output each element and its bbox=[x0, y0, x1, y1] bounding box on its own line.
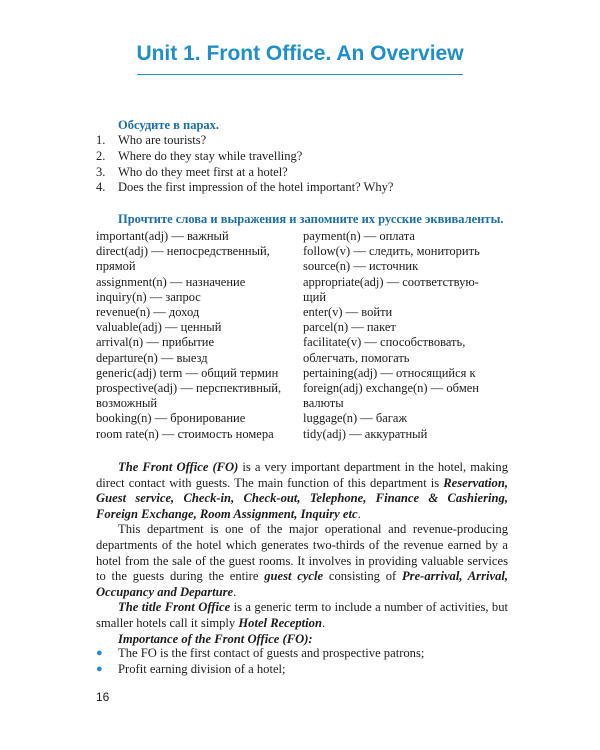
subheading: Importance of the Front Office (FO): bbox=[118, 631, 313, 646]
vocab-heading: Прочтите слова и выражения и запомните их русские эквиваленты. bbox=[118, 212, 504, 226]
vocab-item: prospective(adj) — перспективный, bbox=[96, 381, 282, 396]
vocab-item: departure(n) — выезд bbox=[96, 350, 208, 365]
vocab-item: valuable(adj) — ценный bbox=[96, 320, 222, 335]
question-item: 1. Who are tourists? bbox=[96, 133, 207, 147]
vocab-right-column bbox=[303, 229, 480, 442]
vocab-item: tidy(adj) — аккуратный bbox=[303, 426, 428, 441]
bullet-icon: ● bbox=[96, 647, 103, 659]
vocab-item: luggage(n) — багаж bbox=[303, 411, 408, 426]
paragraph: The title Front Office is a generic term to include a number of activities, but smaller hotels call it simply Hotel Reception. bbox=[96, 600, 509, 630]
vocab-left-column bbox=[96, 229, 281, 442]
title-underline bbox=[137, 74, 463, 75]
vocab-item: room rate(n) — стоимость номера bbox=[96, 426, 274, 441]
discussion-questions bbox=[96, 133, 393, 196]
vocab-item: revenue(n) — доход bbox=[96, 305, 200, 320]
vocab-item: appropriate(adj) — соответствую- bbox=[303, 274, 479, 289]
vocab-item: прямой bbox=[96, 259, 136, 274]
vocab-item: booking(n) — бронирование bbox=[96, 411, 246, 426]
vocab-item: generic(adj) term — общий термин bbox=[96, 365, 279, 380]
vocab-item: follow(v) — следить, мониторить bbox=[303, 244, 480, 259]
question-item: 2. Where do they stay while travelling? bbox=[96, 148, 303, 163]
page-number: 16 bbox=[96, 690, 110, 704]
page-title: Unit 1. Front Office. An Overview bbox=[136, 42, 464, 65]
vocab-item: parcel(n) — пакет bbox=[303, 320, 396, 335]
question-item: 4. Does the first impression of the hotel important? Why? bbox=[96, 180, 394, 195]
vocab-item: foreign(adj) exchange(n) — обмен bbox=[303, 381, 479, 396]
vocab-item: валюты bbox=[303, 396, 344, 411]
vocab-item: щий bbox=[303, 289, 327, 304]
discuss-heading: Обсудите в парах. bbox=[118, 118, 220, 132]
importance-list bbox=[96, 646, 424, 677]
bullet-icon: ● bbox=[96, 662, 103, 675]
list-item: ● The FO is the first contact of guests and prospective patrons; bbox=[96, 646, 425, 660]
vocab-item: enter(v) — войти bbox=[303, 305, 393, 320]
vocab-item: arrival(n) — прибытие bbox=[96, 335, 215, 350]
paragraph: This department is one of the major operational and revenue-producing departments of the hotel which generates two-thirds of the revenue earned by a hotel from the sale of the guest rooms. It involves in providing valuable services to the guests during the entire guest cycle consisting of Pre-arrival, Arrival, Occupancy and Departure. bbox=[96, 522, 509, 599]
paragraph: The Front Office (FO) is a very important department in the hotel, making direct contact with guests. The main function of this department is Reservation, Guest service, Check-in, Check-out, Telephone, Finance & Cashiering, Foreign Exchange, Room Assignment, Inquiry etc. bbox=[96, 460, 508, 521]
vocab-item: payment(n) — оплата bbox=[303, 229, 415, 243]
vocab-item: облегчать, помогать bbox=[303, 350, 410, 365]
vocab-item: direct(adj) — непосредственный, bbox=[96, 244, 270, 259]
vocab-item: pertaining(adj) — относящийся к bbox=[303, 365, 476, 380]
vocab-item: возможный bbox=[96, 396, 158, 411]
list-item: ● Profit earning division of a hotel; bbox=[96, 661, 286, 676]
vocab-item: assignment(n) — назначение bbox=[96, 274, 246, 289]
vocab-item: facilitate(v) — способствовать, bbox=[303, 335, 466, 350]
vocab-item: inquiry(n) — запрос bbox=[96, 289, 201, 304]
vocab-item: important(adj) — важный bbox=[96, 229, 229, 243]
vocab-item: source(n) — источник bbox=[303, 259, 419, 274]
body-text bbox=[96, 460, 508, 647]
question-item: 3. Who do they meet first at a hotel? bbox=[96, 164, 288, 179]
